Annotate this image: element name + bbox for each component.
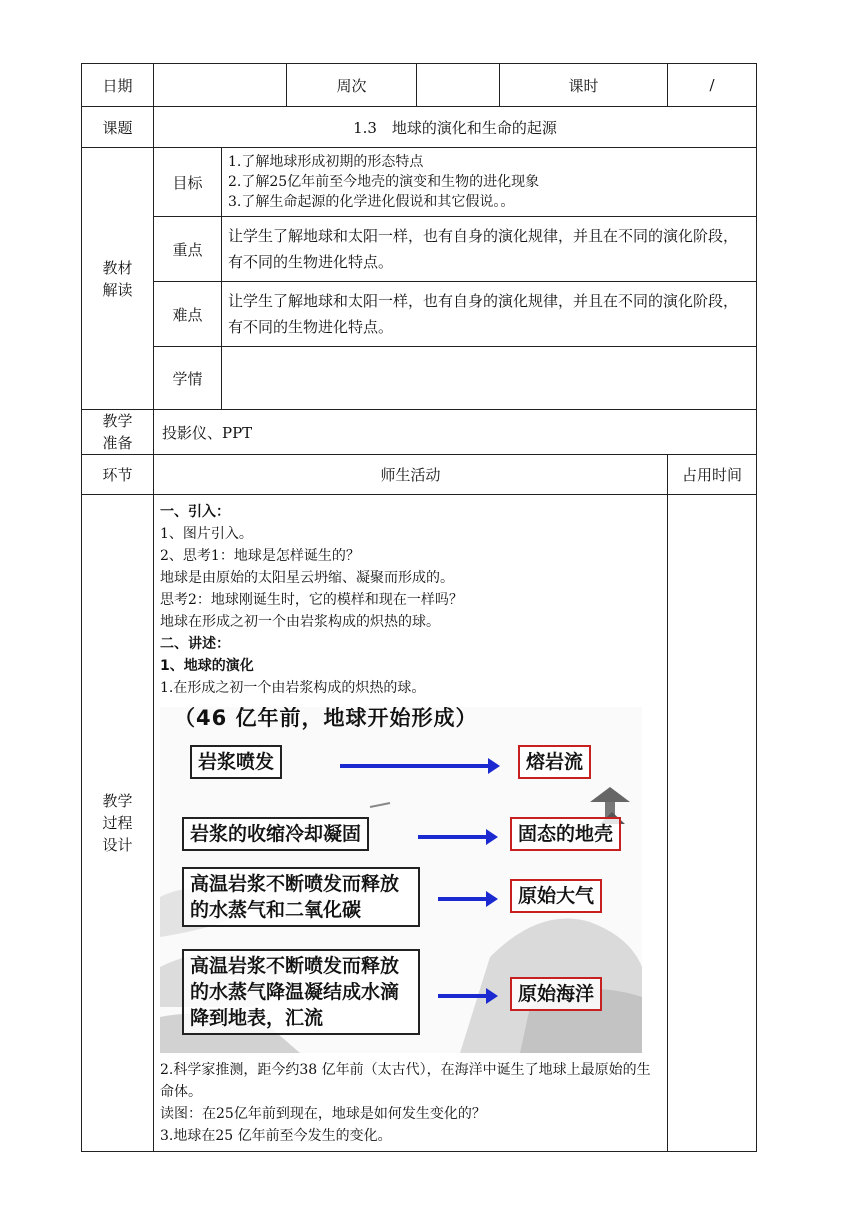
goals-cell (222, 148, 757, 217)
process-label (82, 495, 154, 1152)
lecture-heading: 二、讲述： (160, 636, 230, 652)
time-header: 占用时间 (668, 455, 757, 495)
lesson-plan-table (81, 63, 757, 1152)
topic-label: 课题 (82, 107, 154, 148)
process-line: 地球在形成之初一个由岩浆构成的炽热的球。 (160, 614, 440, 630)
process-line: 3.地球在25 亿年前至今发生的变化。 (160, 1128, 392, 1144)
atmosphere-box: 原始大气 (510, 879, 602, 913)
key-label: 重点 (154, 217, 222, 282)
atmosphere-source-box: 高温岩浆不断喷发而释放的水蒸气和二氧化碳 (182, 867, 420, 927)
difficulty-label: 难点 (154, 282, 222, 347)
textbook-label (82, 148, 154, 410)
arrow-icon (418, 835, 488, 839)
process-line: 1、图片引入。 (160, 526, 253, 542)
process-line: 2.科学家推测，距今约38 亿年前（太古代），在海洋中诞生了地球上最原始的生命体。 (160, 1062, 651, 1100)
stage-header: 环节 (82, 455, 154, 495)
week-label: 周次 (287, 64, 417, 107)
section-heading: 1、地球的演化 (160, 658, 254, 674)
ocean-source-box: 高温岩浆不断喷发而释放的水蒸气降温凝结成水滴降到地表，汇流 (182, 949, 420, 1035)
textbook-label-text: 教材解读 (102, 258, 133, 299)
prep-label (82, 410, 154, 455)
process-line: 地球是由原始的太阳星云坍缩、凝聚而形成的。 (160, 570, 454, 586)
cooling-box: 岩浆的收缩冷却凝固 (182, 817, 369, 851)
key-text: 让学生了解地球和太阳一样，也有自身的演化规律，并且在不同的演化阶段，有不同的生物进化特点。 (222, 217, 757, 282)
date-value (154, 64, 287, 107)
arrow-icon (340, 764, 490, 768)
goal-item: 2.了解25亿年前至今地壳的演变和生物的进化现象 (228, 174, 540, 190)
arrow-icon (438, 897, 488, 901)
earth-evolution-figure (160, 707, 642, 1053)
intro-heading: 一、引入： (160, 504, 230, 520)
situation-label: 学情 (154, 347, 222, 410)
process-line: 1.在形成之初一个由岩浆构成的炽热的球。 (160, 680, 426, 696)
arrow-icon (438, 994, 488, 998)
activity-header: 师生活动 (154, 455, 668, 495)
process-label-text: 教学过程设计 (102, 792, 133, 854)
difficulty-text: 让学生了解地球和太阳一样，也有自身的演化规律，并且在不同的演化阶段，有不同的生物进化特点。 (222, 282, 757, 347)
period-value: / (668, 64, 757, 107)
crust-box: 固态的地壳 (510, 817, 621, 851)
process-content (154, 495, 668, 1152)
prep-label-text: 教学准备 (102, 412, 133, 452)
situation-text (222, 347, 757, 410)
lava-flow-box: 熔岩流 (518, 745, 591, 779)
goal-item: 3.了解生命起源的化学进化假说和其它假说。。 (228, 194, 515, 210)
time-value (668, 495, 757, 1152)
week-value (417, 64, 500, 107)
figure-title: （46 亿年前，地球开始形成） (174, 707, 478, 730)
goal-item: 1.了解地球形成初期的形态特点 (228, 154, 424, 170)
date-label: 日期 (82, 64, 154, 107)
process-line: 读图：在25亿年前到现在，地球是如何发生变化的？ (160, 1106, 486, 1122)
ocean-box: 原始海洋 (510, 977, 602, 1011)
goals-label: 目标 (154, 148, 222, 217)
process-line: 2、思考1：地球是怎样诞生的？ (160, 548, 360, 564)
period-label: 课时 (500, 64, 668, 107)
process-line: 思考2：地球刚诞生时，它的模样和现在一样吗？ (160, 592, 463, 608)
prep-value: 投影仪、PPT (154, 410, 757, 455)
eruption-box: 岩浆喷发 (190, 745, 282, 779)
topic-value: 1.3 地球的演化和生命的起源 (154, 107, 757, 148)
